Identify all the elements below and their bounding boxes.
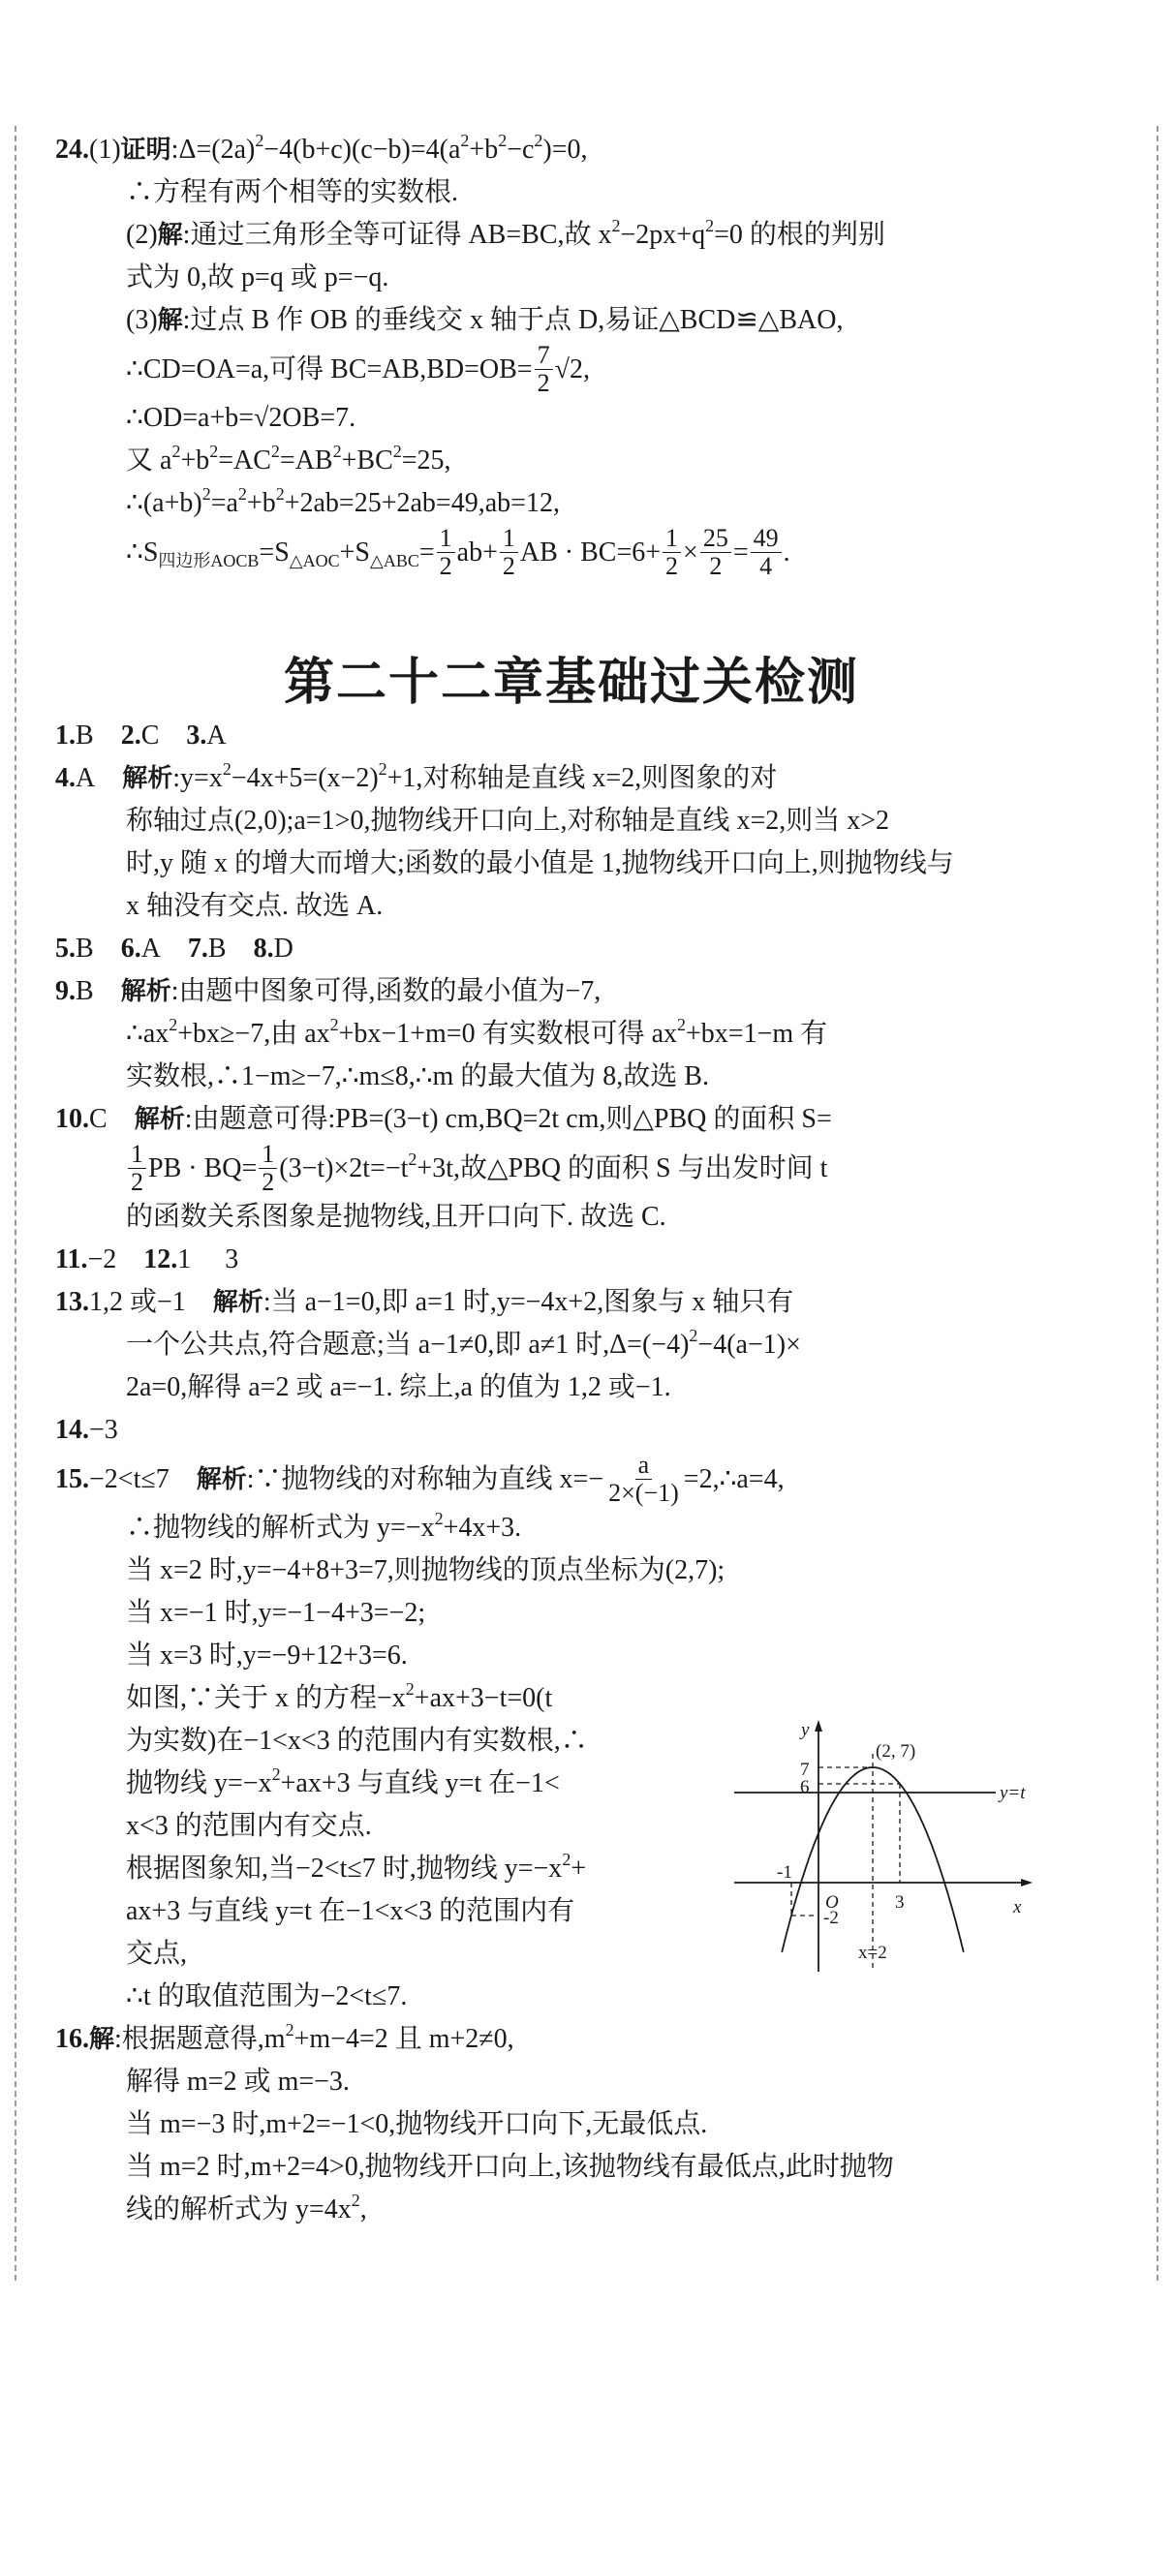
superscript: 2	[237, 484, 247, 504]
text-line	[55, 800, 1034, 843]
answer-item	[55, 129, 1034, 580]
text-run: 线的解析式为 y=4x	[126, 2194, 352, 2224]
text-line	[55, 1056, 1034, 1098]
fraction	[663, 525, 681, 580]
text-line	[55, 1013, 1034, 1056]
fraction	[535, 342, 553, 397]
text-run: PB · BQ=	[148, 1152, 258, 1183]
text-run: +BC	[341, 445, 393, 475]
text-run: ,	[359, 2194, 367, 2224]
text-run: +3t,故△PBQ 的面积 S 与出发时间 t	[417, 1152, 828, 1183]
text-run: ∴方程有两个相等的实数根.	[126, 177, 459, 207]
superscript: 2	[171, 442, 181, 461]
item-number: 3.	[186, 721, 207, 751]
text-run: B	[76, 976, 121, 1006]
text-line	[55, 2018, 1034, 2061]
text-line	[55, 1281, 1034, 1324]
item-number: 5.	[55, 934, 76, 964]
bold-keyword: 解	[89, 2025, 115, 2054]
superscript: 2	[351, 2191, 360, 2210]
text-run: +b	[246, 488, 276, 518]
text-run: +1,对称轴是直线 x=2,则图象的对	[386, 763, 778, 793]
text-run: 根据图象知,当−2<t≤7 时,抛物线 y=−x	[126, 1854, 563, 1884]
text-run: 式为 0,故 p=q 或 p=−q.	[126, 262, 389, 292]
superscript: 2	[498, 131, 508, 150]
text-line	[55, 757, 1034, 800]
text-run: ∴S	[126, 537, 159, 567]
text-run: 又 a	[126, 445, 172, 475]
vertex-label: (2, 7)	[876, 1741, 916, 1762]
text-run: ax+3 与直线 y=t 在−1<x<3 的范围内有	[126, 1896, 575, 1926]
text-run: A	[140, 934, 188, 964]
text-line	[55, 2103, 1034, 2146]
fraction-numerator: 1	[500, 525, 518, 553]
text-run: :∵抛物线的对称轴为直线 x=−	[246, 1463, 604, 1494]
fraction-numerator: 1	[259, 1141, 277, 1169]
superscript: 2	[705, 216, 715, 235]
bold-keyword: 解析	[196, 1464, 247, 1494]
superscript: 2	[611, 216, 621, 235]
text-run: +bx−1+m=0 有实数根可得 ax	[338, 1019, 678, 1049]
text-run: :过点 B 作 OB 的垂线交 x 轴于点 D,易证△BCD≌△BAO,	[182, 305, 844, 335]
fraction-denominator: 2	[439, 552, 452, 580]
tick-3-label: 3	[895, 1892, 905, 1913]
text-run: 当 x=3 时,y=−9+12+3=6.	[126, 1641, 408, 1671]
text-run: 的函数关系图象是抛物线,且开口向下. 故选 C.	[126, 1202, 666, 1232]
chapter-title: 第二十二章基础过关检测	[283, 654, 859, 712]
fraction-numerator: 1	[663, 525, 681, 553]
superscript: 2	[209, 442, 219, 461]
superscript: 2	[562, 1850, 571, 1869]
fraction-denominator: 2	[665, 552, 679, 580]
text-run: C	[140, 721, 187, 751]
item-number: 15.	[55, 1463, 89, 1494]
text-run: (2)	[126, 220, 158, 250]
text-run: 一个公共点,符合题意;当 a−1≠0,即 a≠1 时,Δ=(−4)	[126, 1330, 690, 1360]
text-run: +ax+3−t=0(t	[414, 1683, 553, 1713]
tick-6-label: 6	[800, 1777, 810, 1797]
text-run: 当 m=2 时,m+2=4>0,抛物线开口向上,该抛物线有最低点,此时抛物	[126, 2152, 894, 2182]
superscript: 2	[405, 1679, 415, 1699]
text-run: ∴CD=OA=a,可得 BC=AB,BD=OB=	[126, 353, 533, 384]
text-line	[55, 397, 1034, 440]
text-run: =AB	[279, 445, 333, 475]
text-run: :由题中图象可得,函数的最小值为−7,	[170, 976, 602, 1006]
text-run: :y=x	[172, 763, 223, 793]
text-run: ∴(a+b)	[126, 488, 202, 518]
superscript: 2	[271, 1764, 281, 1784]
text-run: 称轴过点(2,0);a=1>0,抛物线开口向上,对称轴是直线 x=2,则当 x>2	[126, 806, 890, 836]
text-run: =S	[259, 537, 290, 567]
bold-keyword: 解	[157, 221, 183, 250]
text-run: :由题意可得:PB=(3−t) cm,BQ=2t cm,则△PBQ 的面积 S=	[184, 1104, 832, 1134]
text-run: −4x+5=(x−2)	[231, 763, 379, 793]
text-run: =a	[210, 488, 238, 518]
text-run: =	[418, 537, 435, 567]
answer-item	[55, 1098, 1034, 1239]
item-number: 4.	[55, 763, 76, 793]
text-run: 当 x=−1 时,y=−1−4+3=−2;	[126, 1598, 426, 1628]
text-run: ×	[683, 537, 698, 567]
fraction	[128, 1141, 146, 1196]
fraction-denominator: 2	[537, 369, 550, 397]
fraction-denominator: 2	[502, 552, 515, 580]
answer-item	[55, 928, 1034, 970]
text-run: +ax+3 与直线 y=t 在−1<	[280, 1768, 560, 1798]
tick-neg2-label: -2	[823, 1908, 839, 1928]
text-run: +4x+3.	[443, 1513, 522, 1543]
superscript: 2	[392, 442, 402, 461]
item-number: 16.	[55, 2024, 89, 2054]
answer-item	[55, 2018, 1034, 2231]
fraction-numerator: 1	[128, 1141, 146, 1169]
text-line	[55, 715, 1034, 757]
bold-keyword: 解析	[122, 764, 173, 793]
superscript: 2	[201, 484, 211, 504]
fraction	[437, 525, 455, 580]
superscript: 2	[285, 2020, 294, 2039]
text-run: (1)	[89, 135, 121, 165]
text-run: =2,∴a=4,	[683, 1463, 785, 1494]
text-run: :Δ=(2a)	[170, 135, 256, 165]
text-line	[55, 1409, 1034, 1452]
item-number: 14.	[55, 1415, 89, 1445]
text-run: 实数根,∴1−m≥−7,∴m≤8,∴m 的最大值为 8,故选 B.	[126, 1061, 709, 1091]
text-run: 交点,	[126, 1939, 188, 1969]
text-run: +	[571, 1854, 587, 1884]
text-run: x<3 的范围内有交点.	[126, 1811, 372, 1841]
x-axis-arrow-icon	[1021, 1879, 1033, 1886]
text-run: 为实数)在−1<x<3 的范围内有实数根,∴	[126, 1726, 588, 1756]
text-line	[55, 2061, 1034, 2103]
text-run: +bx=1−m 有	[686, 1019, 828, 1049]
superscript: 2	[329, 1015, 339, 1034]
fraction	[700, 525, 731, 580]
text-run: 1 3	[177, 1244, 239, 1274]
superscript: 2	[169, 1015, 178, 1034]
fraction-numerator: 1	[437, 525, 455, 553]
text-line	[55, 2146, 1034, 2189]
tick-7-label: 7	[800, 1760, 810, 1780]
text-line	[55, 1239, 1034, 1281]
left-dashed-border	[15, 126, 16, 2281]
y-axis-label: y	[801, 1720, 810, 1740]
symmetry-axis-label: x=2	[858, 1943, 887, 1963]
bold-keyword: 证明	[120, 136, 171, 165]
text-run: +S	[339, 537, 371, 567]
text-run: 解得 m=2 或 m=−3.	[126, 2067, 350, 2097]
text-run: 时,y 随 x 的增大而增大;函数的最小值是 1,抛物线开口向上,则抛物线与	[126, 848, 954, 878]
answer-item	[55, 1409, 1034, 1452]
answer-item	[55, 715, 1034, 757]
text-run: (3−t)×2t=−t	[279, 1152, 409, 1183]
item-number: 12.	[143, 1244, 178, 1274]
text-run: √2,	[554, 353, 590, 384]
text-line	[55, 214, 1034, 257]
fraction-numerator: 7	[535, 342, 553, 370]
text-line	[55, 1196, 1034, 1239]
text-line	[55, 2189, 1034, 2231]
bold-keyword: 解析	[212, 1288, 263, 1317]
text-run: =25,	[401, 445, 451, 475]
text-run: +bx≥−7,由 ax	[177, 1019, 330, 1049]
text-line	[55, 1324, 1034, 1366]
origin-label: O	[825, 1892, 839, 1913]
superscript: 2	[222, 759, 232, 779]
text-run: −c	[507, 135, 535, 165]
y-axis-arrow-icon	[815, 1720, 822, 1732]
superscript: 2	[275, 484, 285, 504]
text-run: −3	[89, 1415, 118, 1445]
tick-neg1-label: -1	[777, 1862, 792, 1883]
item-number: 10.	[55, 1104, 89, 1134]
fraction-denominator: 4	[759, 552, 773, 580]
text-run: ∴抛物线的解析式为 y=−x	[126, 1513, 435, 1543]
text-run: A	[76, 763, 123, 793]
subscript: 四边形AOCB	[158, 550, 260, 570]
text-run: D	[273, 934, 293, 964]
text-run: =	[732, 537, 749, 567]
fraction	[500, 525, 518, 580]
text-line	[55, 342, 1034, 397]
text-run: 1,2 或−1	[89, 1287, 213, 1317]
text-run: ∴ax	[126, 1019, 170, 1049]
text-run: )=0,	[542, 135, 588, 165]
text-line	[55, 1366, 1034, 1409]
item-number: 13.	[55, 1287, 89, 1317]
text-line	[55, 928, 1034, 970]
superscript: 2	[332, 442, 342, 461]
text-run: +m−4=2 且 m+2≠0,	[293, 2024, 514, 2054]
text-run: :通过三角形全等可证得 AB=BC,故 x	[182, 220, 612, 250]
superscript: 2	[677, 1015, 687, 1034]
text-line	[55, 970, 1034, 1013]
text-line	[55, 257, 1034, 299]
text-line	[55, 299, 1034, 342]
superscript: 2	[270, 442, 280, 461]
text-run: +b	[180, 445, 210, 475]
text-line	[55, 1549, 1034, 1592]
text-line	[55, 171, 1034, 214]
text-line	[55, 525, 1034, 580]
text-line	[55, 1507, 1034, 1549]
bold-keyword: 解析	[120, 977, 171, 1006]
superscript: 2	[534, 131, 543, 150]
answer-item	[55, 757, 1034, 928]
text-run: =0 的根的判别	[714, 220, 885, 250]
bold-keyword: 解析	[134, 1105, 185, 1134]
answer-item	[55, 970, 1034, 1098]
text-run: −2	[87, 1244, 144, 1274]
text-run: :当 a−1=0,即 a=1 时,y=−4x+2,图象与 x 轴只有	[262, 1287, 794, 1317]
text-line	[55, 1098, 1034, 1141]
text-line	[55, 129, 1034, 171]
chapter-22-answers	[55, 715, 1034, 2231]
right-dashed-border	[1157, 126, 1158, 2281]
bold-keyword: 解	[157, 306, 183, 335]
superscript: 2	[460, 131, 470, 150]
text-run: B	[76, 721, 121, 751]
line-y-t-label: y=t	[1000, 1783, 1026, 1803]
text-line	[55, 885, 1034, 928]
fraction-denominator: 2	[709, 552, 723, 580]
text-run: +b	[469, 135, 499, 165]
text-line	[55, 843, 1034, 885]
text-run: ∴OD=a+b=√2OB=7.	[126, 403, 356, 433]
text-run: 当 x=2 时,y=−4+8+3=7,则抛物线的顶点坐标为(2,7);	[126, 1555, 725, 1585]
parabola-figure	[726, 1714, 1046, 1985]
text-run: −4(b+c)(c−b)=4(a	[263, 135, 461, 165]
fraction-denominator: 2	[131, 1168, 143, 1196]
item-number: 11.	[55, 1244, 88, 1274]
item-number: 7.	[187, 934, 208, 964]
answer-item	[55, 1239, 1034, 1281]
text-run: =AC	[218, 445, 271, 475]
answer-item	[55, 1281, 1034, 1409]
fraction	[259, 1141, 277, 1196]
text-run: 2a=0,解得 a=2 或 a=−1. 综上,a 的值为 1,2 或−1.	[126, 1372, 671, 1402]
text-line	[55, 1635, 1034, 1677]
item-number: 1.	[55, 721, 76, 751]
text-run: −2<t≤7	[89, 1463, 197, 1494]
text-run: :根据题意得,m	[114, 2024, 286, 2054]
fraction-numerator: 49	[751, 525, 782, 553]
superscript: 2	[434, 1509, 444, 1528]
x-axis-label: x	[1013, 1897, 1022, 1917]
superscript: 2	[408, 1149, 417, 1169]
item-number: 6.	[120, 934, 141, 964]
item-number: 24.	[55, 135, 89, 165]
text-line	[55, 1452, 1034, 1507]
fraction-numerator: 25	[700, 525, 731, 553]
text-run: 如图,∵关于 x 的方程−x	[126, 1683, 406, 1713]
text-run: ab+	[456, 537, 498, 567]
subscript: △AOC	[289, 550, 340, 570]
text-line	[55, 482, 1034, 525]
text-run: 当 m=−3 时,m+2=−1<0,抛物线开口向下,无最低点.	[126, 2109, 708, 2139]
superscript: 2	[255, 131, 264, 150]
fraction	[751, 525, 782, 580]
fraction-denominator: 2	[262, 1168, 275, 1196]
text-run: +2ab=25+2ab=49,ab=12,	[284, 488, 560, 518]
fraction	[605, 1452, 682, 1507]
text-run: ∴t 的取值范围为−2<t≤7.	[126, 1981, 408, 2011]
text-run: x 轴没有交点. 故选 A.	[126, 891, 384, 921]
item-number: 9.	[55, 976, 76, 1006]
text-run: .	[783, 537, 790, 567]
text-run: AB · BC=6+	[519, 537, 662, 567]
problem-24-solution	[55, 129, 1034, 580]
text-line	[55, 1592, 1034, 1635]
text-run: B	[76, 934, 121, 964]
item-number: 8.	[253, 934, 274, 964]
subscript: △ABC	[370, 550, 419, 570]
text-line	[55, 1141, 1034, 1196]
text-run: B	[207, 934, 254, 964]
superscript: 2	[689, 1326, 698, 1345]
fraction-numerator: a	[635, 1452, 653, 1480]
text-run: −4(a−1)×	[697, 1330, 801, 1360]
text-run: −2px+q	[620, 220, 706, 250]
text-run: C	[89, 1104, 135, 1134]
superscript: 2	[378, 759, 387, 779]
item-number: 2.	[120, 721, 141, 751]
text-run: 抛物线 y=−x	[126, 1768, 272, 1798]
text-run: A	[206, 721, 227, 751]
fraction-denominator: 2×(−1)	[608, 1479, 679, 1507]
text-run: (3)	[126, 305, 158, 335]
